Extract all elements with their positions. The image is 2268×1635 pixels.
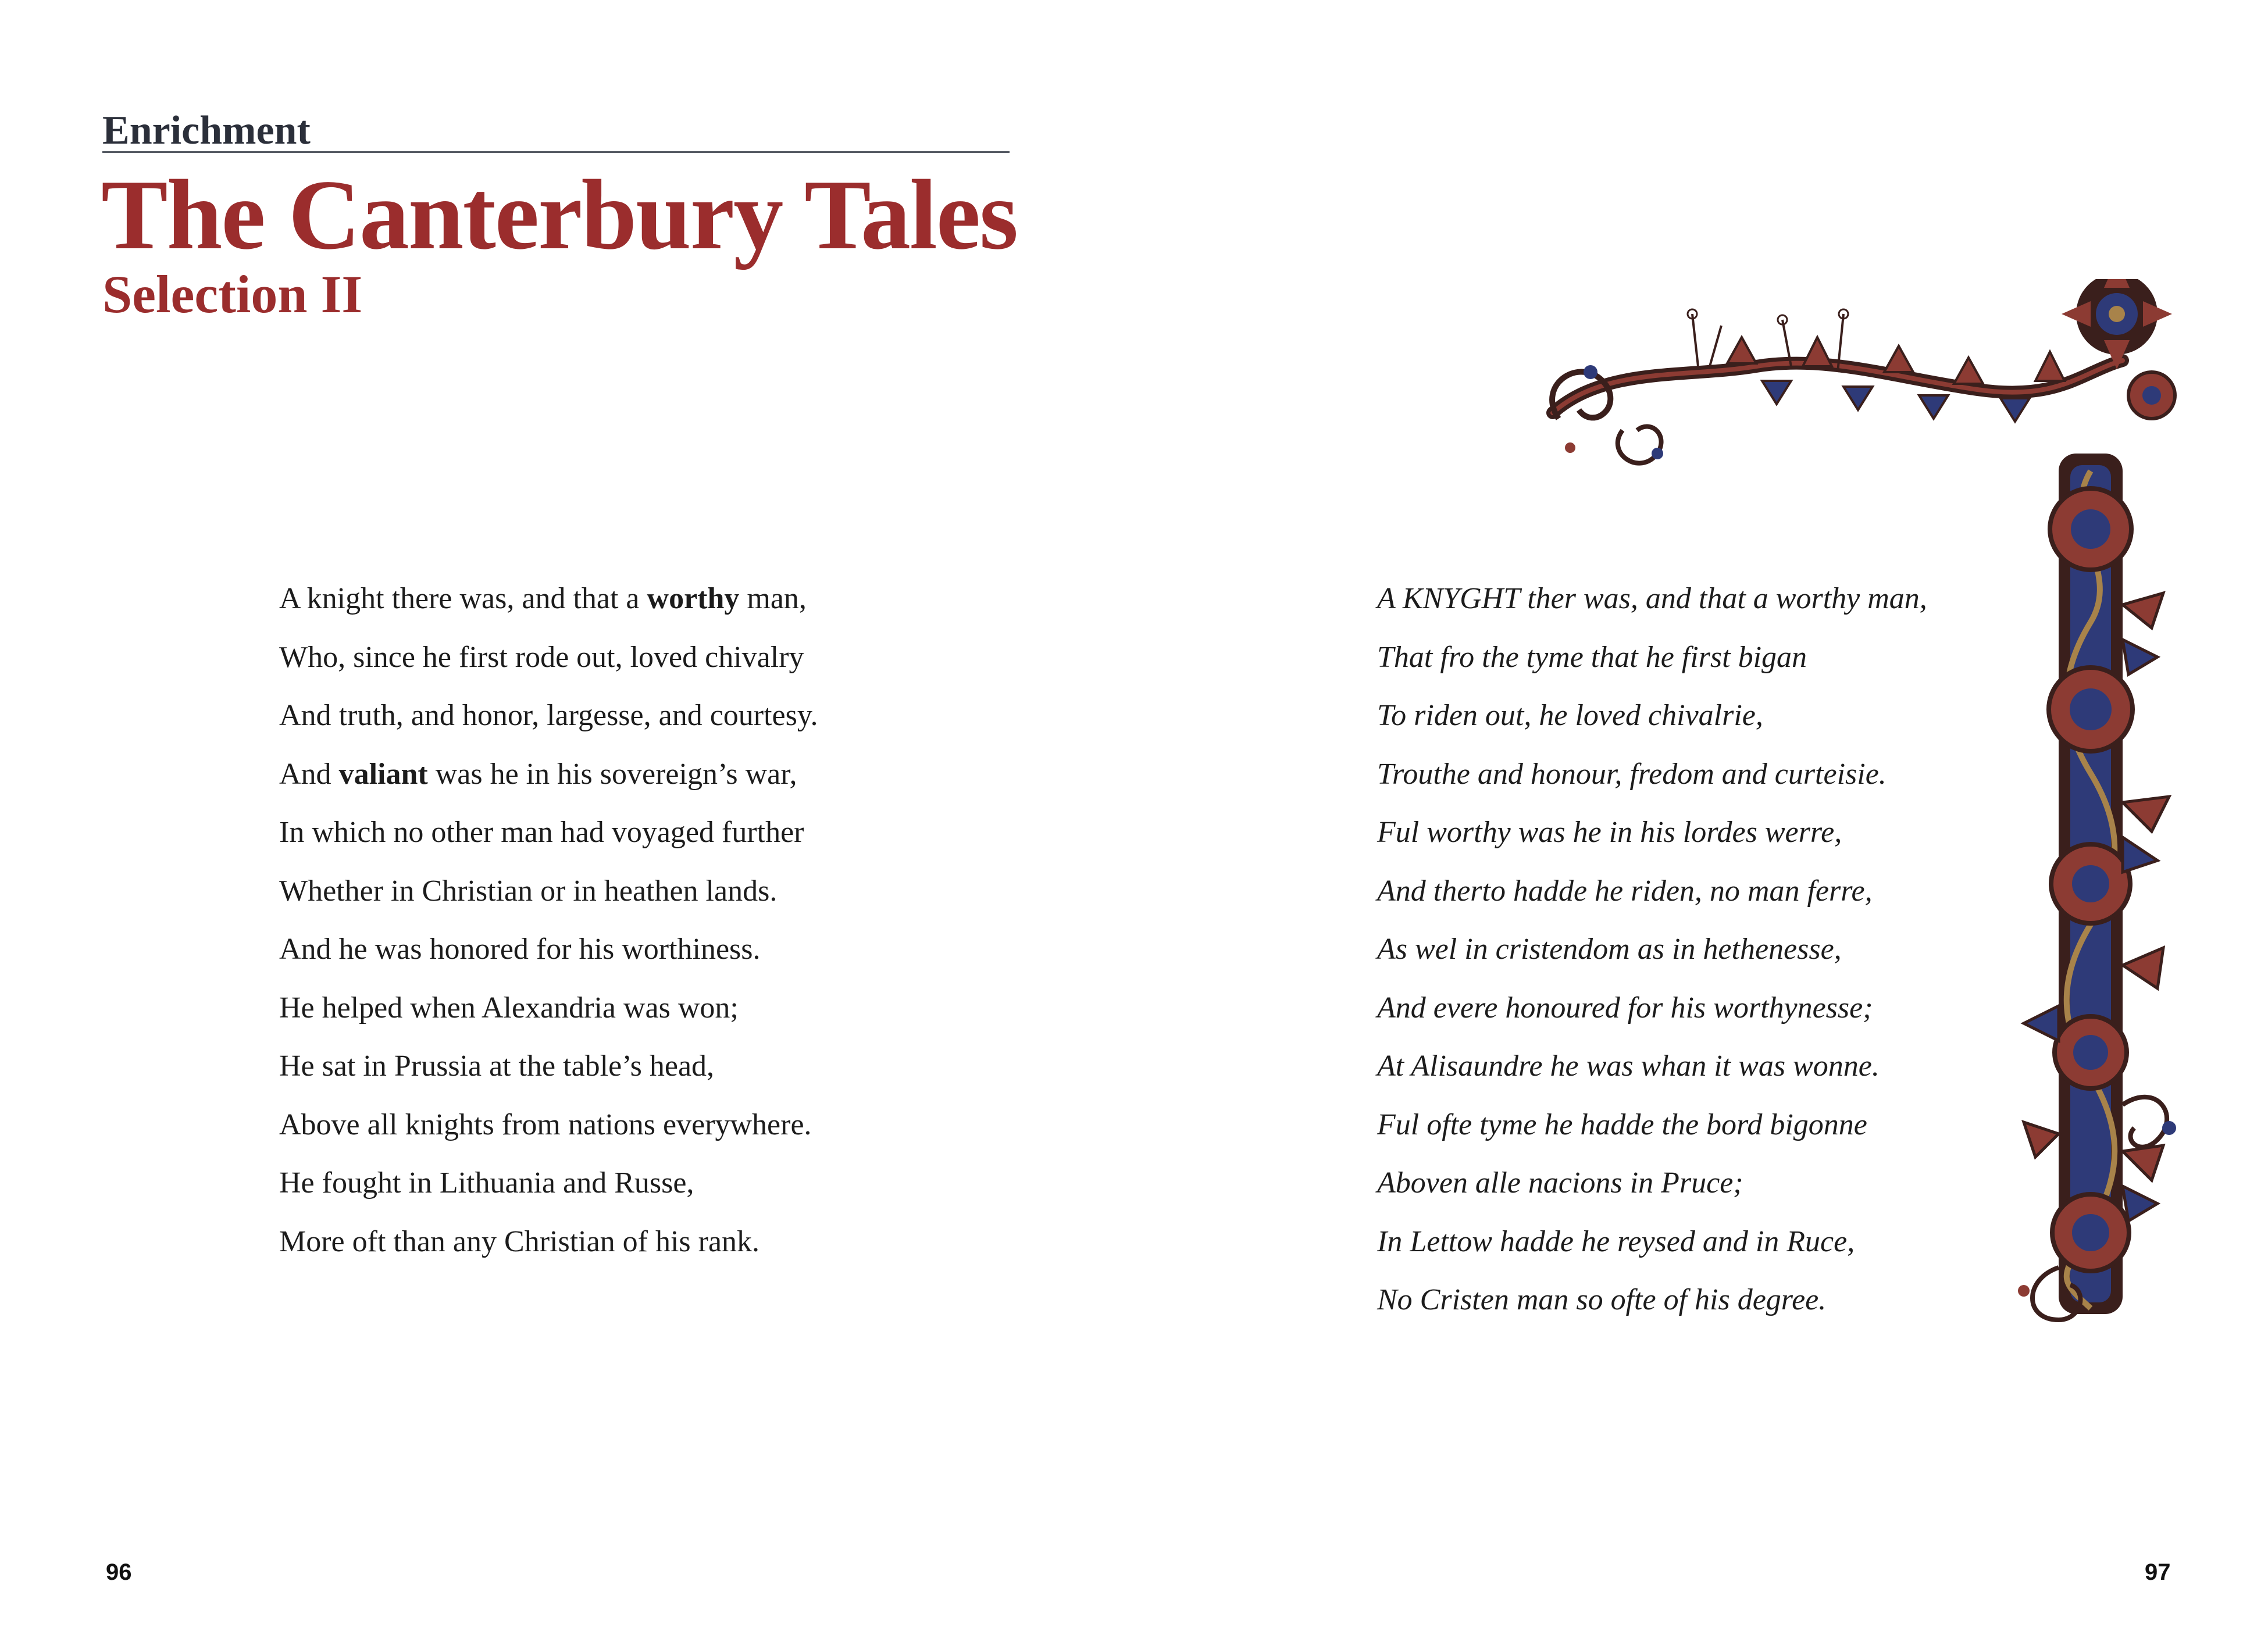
poem-line: To riden out, he loved chivalrie, [1377,699,1763,732]
poem-line: Who, since he first rode out, loved chivalry [279,640,804,674]
poem-line: No Cristen man so ofte of his degree. [1377,1283,1827,1316]
poem-line: And evere honoured for his worthynesse; [1377,991,1873,1024]
poem-line: Above all knights from nations everywhere. [279,1108,812,1141]
poem-line: At Alisaundre he was whan it was wonne. [1377,1049,1880,1083]
kicker-label: Enrichment [102,108,311,153]
poem-line: In which no other man had voyaged further [279,816,804,849]
modern-translation-poem [279,570,818,1271]
poem-line: In Lettow hadde he reysed and in Ruce, [1377,1225,1855,1258]
poem-line: As wel in cristendom as in hethenesse, [1377,933,1842,966]
poem-line: And therto hadde he riden, no man ferre, [1377,874,1873,908]
poem-line: And truth, and honor, largesse, and courtesy. [279,699,818,732]
vocab-word: valiant [338,757,428,791]
poem-line: Ful worthy was he in his lordes werre, [1377,816,1842,849]
poem-line: And he was honored for his worthiness. [279,933,761,966]
poem-line: A knight there was, and that a worthy man, [279,582,807,615]
page-number-right: 97 [2145,1559,2171,1585]
poem-line: He helped when Alexandria was won; [279,991,739,1024]
poem-line: More oft than any Christian of his rank. [279,1225,760,1258]
poem-line: And valiant was he in his sovereign’s war, [279,757,797,791]
poem-line: That fro the tyme that he first bigan [1377,640,1807,674]
kicker-rule [102,151,1010,153]
poem-line: Ful ofte tyme he hadde the bord bigonne [1377,1108,1867,1141]
page-title: The Canterbury Tales [101,160,1018,270]
page-subtitle: Selection II [102,265,363,324]
poem-line: Trouthe and honour, fredom and curteisie. [1377,757,1887,791]
poem-line: Aboven alle nacions in Pruce; [1377,1166,1743,1200]
page-number-left: 96 [106,1559,132,1585]
poem-line: Whether in Christian or in heathen lands. [279,874,778,908]
illuminated-border-icon [1535,279,2192,1361]
vocab-word: worthy [647,582,740,615]
poem-line: He sat in Prussia at the table’s head, [279,1049,715,1083]
poem-line: A KNYGHT ther was, and that a worthy man, [1377,582,1927,615]
poem-line: He fought in Lithuania and Russe, [279,1166,694,1200]
